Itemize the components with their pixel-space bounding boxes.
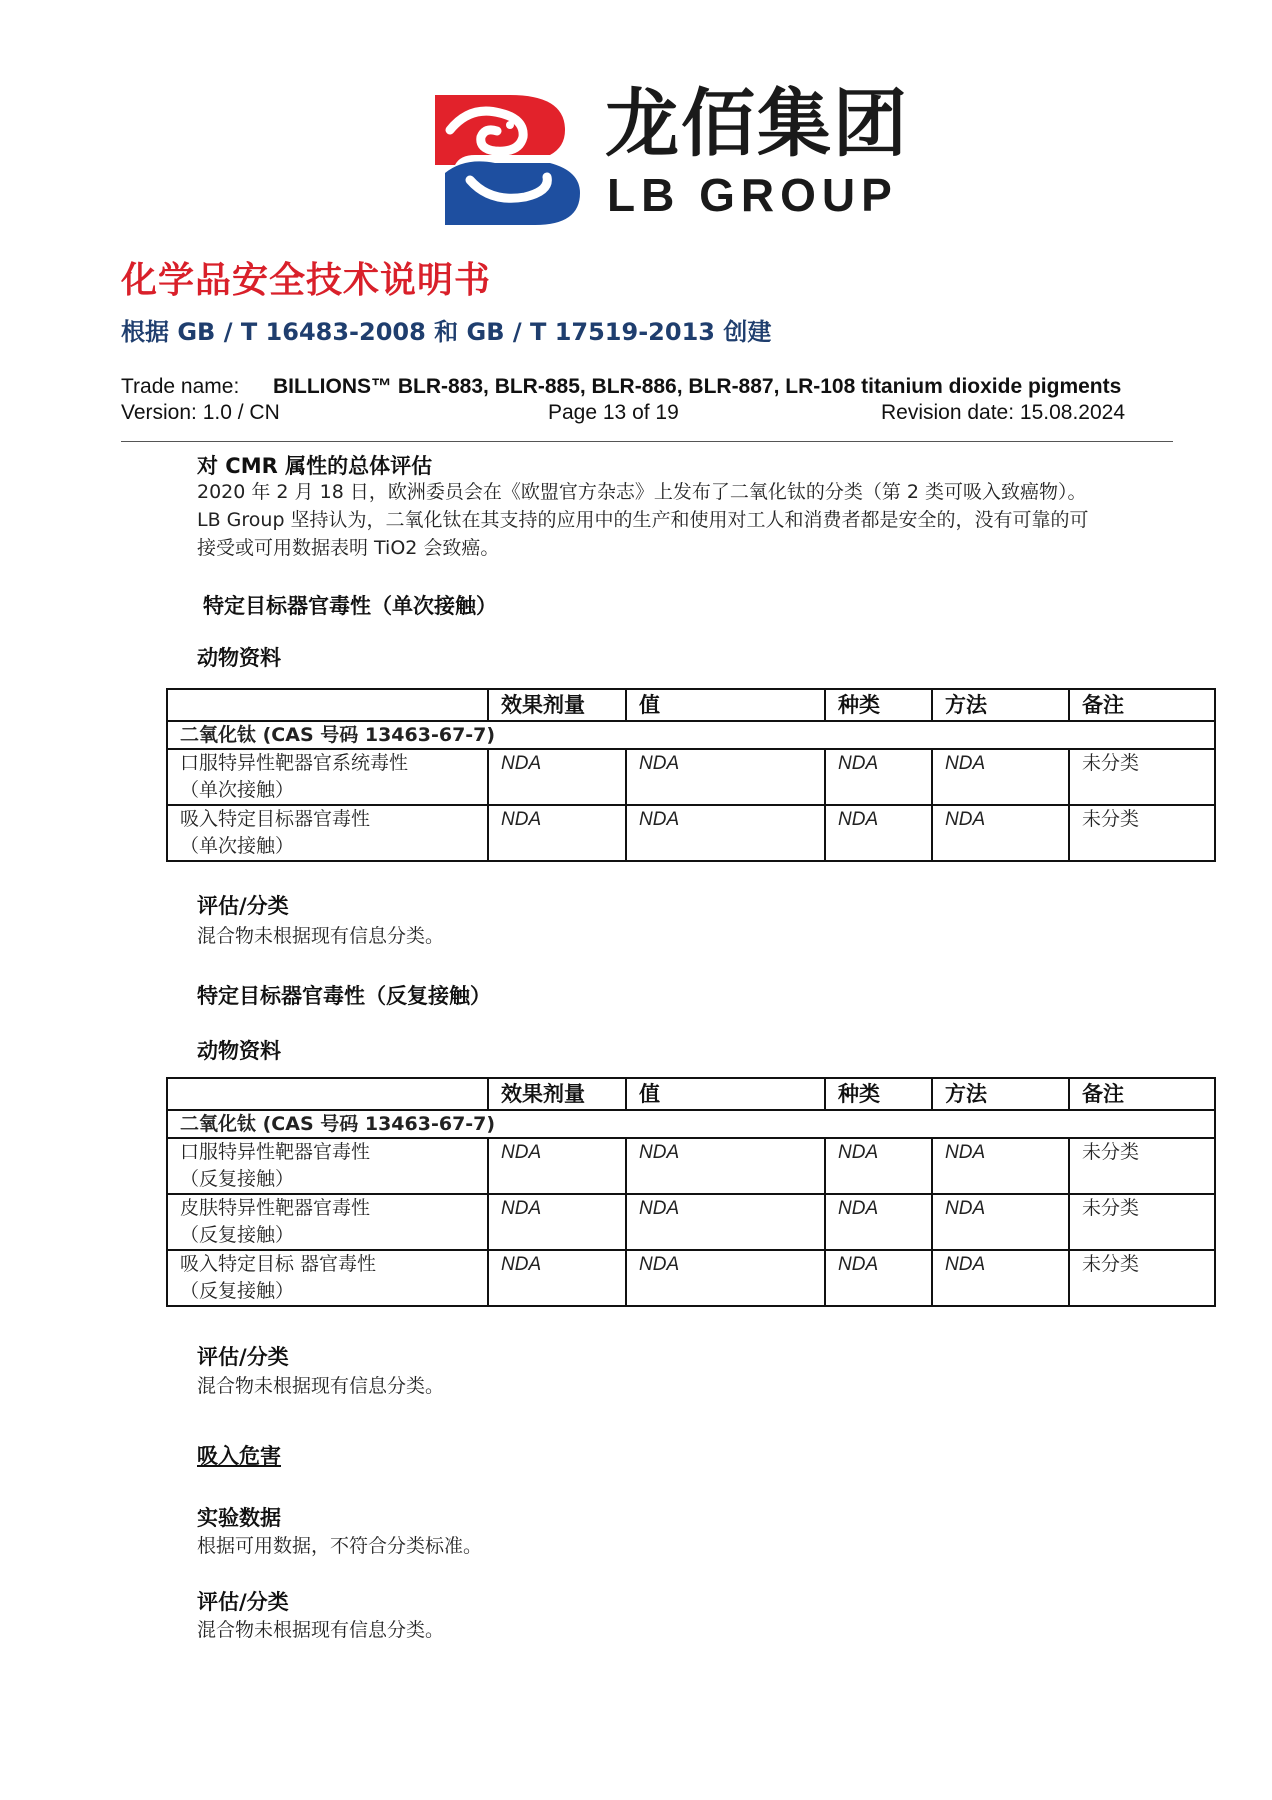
- trade-name-label: Trade name:: [121, 375, 240, 398]
- method: NDA: [932, 749, 1069, 805]
- column-header: [167, 689, 488, 721]
- revision-date: Revision date: 15.08.2024: [881, 401, 1126, 424]
- species: NDA: [825, 805, 932, 861]
- trade-name-row: [121, 375, 1181, 399]
- table-row: [167, 805, 1215, 861]
- page-number: Page 13 of 19: [548, 401, 679, 424]
- stot-repeat-assessment-heading: 评估/分类: [197, 1345, 289, 1369]
- company-logo: [415, 81, 935, 225]
- cmr-line: 接受或可用数据表明 TiO2 会致癌。: [197, 537, 500, 559]
- logo-english-text: LB GROUP: [607, 169, 898, 221]
- table-header-row: [167, 689, 1215, 721]
- dragon-emblem-icon: [415, 85, 590, 225]
- column-header: 备注: [1069, 1078, 1215, 1110]
- stot-repeat-animal-heading: 动物资料: [197, 1039, 281, 1063]
- logo-chinese-text: 龙佰集团: [605, 81, 909, 167]
- stot-single-table: [166, 688, 1216, 862]
- version-text: Version: 1.0 / CN: [121, 401, 280, 424]
- trade-name-value: BILLIONS™ BLR-883, BLR-885, BLR-886, BLR-887, LR-108 titanium dioxide pigments: [273, 375, 1122, 398]
- aspiration-assessment-heading: 评估/分类: [197, 1590, 289, 1614]
- cmr-line: LB Group 坚持认为，二氧化钛在其支持的应用中的生产和使用对工人和消费者都是安全的，没有可靠的可: [197, 509, 1089, 531]
- method: NDA: [932, 805, 1069, 861]
- species: NDA: [825, 1250, 932, 1306]
- cmr-heading: 对 CMR 属性的总体评估: [197, 454, 433, 478]
- effect-dose: NDA: [488, 1250, 626, 1306]
- stot-single-animal-heading: 动物资料: [197, 646, 281, 670]
- effect-dose: NDA: [488, 1138, 626, 1194]
- aspiration-heading: 吸入危害: [197, 1444, 281, 1468]
- substance-name: 二氧化钛 (CAS 号码 13463-67-7): [167, 1110, 1215, 1138]
- header-divider: [121, 441, 1173, 442]
- effect-dose: NDA: [488, 749, 626, 805]
- column-header: 值: [626, 1078, 825, 1110]
- column-header: 效果剂量: [488, 1078, 626, 1110]
- substance-row: [167, 1110, 1215, 1138]
- aspiration-assessment-text: 混合物未根据现有信息分类。: [197, 1619, 445, 1641]
- column-header: 方法: [932, 689, 1069, 721]
- remark: 未分类: [1069, 1194, 1215, 1250]
- table-row: [167, 749, 1215, 805]
- column-header: [167, 1078, 488, 1110]
- cmr-paragraph: [197, 478, 1197, 562]
- column-header: 备注: [1069, 689, 1215, 721]
- value: NDA: [626, 1138, 825, 1194]
- endpoint-name: 吸入特定目标器官毒性 （单次接触）: [167, 805, 488, 861]
- experimental-data-heading: 实验数据: [197, 1506, 281, 1530]
- stot-single-heading: 特定目标器官毒性（单次接触）: [203, 594, 497, 618]
- remark: 未分类: [1069, 805, 1215, 861]
- endpoint-name: 吸入特定目标 器官毒性 （反复接触）: [167, 1250, 488, 1306]
- endpoint-name: 皮肤特异性靶器官毒性 （反复接触）: [167, 1194, 488, 1250]
- effect-dose: NDA: [488, 1194, 626, 1250]
- species: NDA: [825, 1138, 932, 1194]
- column-header: 方法: [932, 1078, 1069, 1110]
- cmr-line: 2020 年 2 月 18 日，欧洲委员会在《欧盟官方杂志》上发布了二氧化钛的分类（第 2 类可吸入致癌物）。: [197, 481, 1087, 503]
- method: NDA: [932, 1138, 1069, 1194]
- column-header: 效果剂量: [488, 689, 626, 721]
- method: NDA: [932, 1194, 1069, 1250]
- experimental-data-text: 根据可用数据，不符合分类标准。: [197, 1535, 483, 1557]
- document-title: 化学品安全技术说明书: [121, 260, 492, 301]
- substance-row: [167, 721, 1215, 749]
- remark: 未分类: [1069, 1250, 1215, 1306]
- remark: 未分类: [1069, 749, 1215, 805]
- method: NDA: [932, 1250, 1069, 1306]
- table-row: [167, 1194, 1215, 1250]
- endpoint-name: 口服特异性靶器官毒性 （反复接触）: [167, 1138, 488, 1194]
- substance-name: 二氧化钛 (CAS 号码 13463-67-7): [167, 721, 1215, 749]
- species: NDA: [825, 1194, 932, 1250]
- table-header-row: [167, 1078, 1215, 1110]
- endpoint-name: 口服特异性靶器官系统毒性 （单次接触）: [167, 749, 488, 805]
- value: NDA: [626, 1194, 825, 1250]
- document-subtitle: 根据 GB / T 16483-2008 和 GB / T 17519-2013 创建: [121, 318, 772, 346]
- column-header: 种类: [825, 689, 932, 721]
- table-row: [167, 1138, 1215, 1194]
- value: NDA: [626, 1250, 825, 1306]
- stot-repeat-assessment-text: 混合物未根据现有信息分类。: [197, 1375, 445, 1397]
- column-header: 值: [626, 689, 825, 721]
- stot-repeat-table: [166, 1077, 1216, 1307]
- value: NDA: [626, 805, 825, 861]
- column-header: 种类: [825, 1078, 932, 1110]
- species: NDA: [825, 749, 932, 805]
- remark: 未分类: [1069, 1138, 1215, 1194]
- stot-single-assessment-text: 混合物未根据现有信息分类。: [197, 925, 445, 947]
- stot-single-assessment-heading: 评估/分类: [197, 894, 289, 918]
- stot-repeat-heading: 特定目标器官毒性（反复接触）: [197, 984, 491, 1008]
- value: NDA: [626, 749, 825, 805]
- table-row: [167, 1250, 1215, 1306]
- effect-dose: NDA: [488, 805, 626, 861]
